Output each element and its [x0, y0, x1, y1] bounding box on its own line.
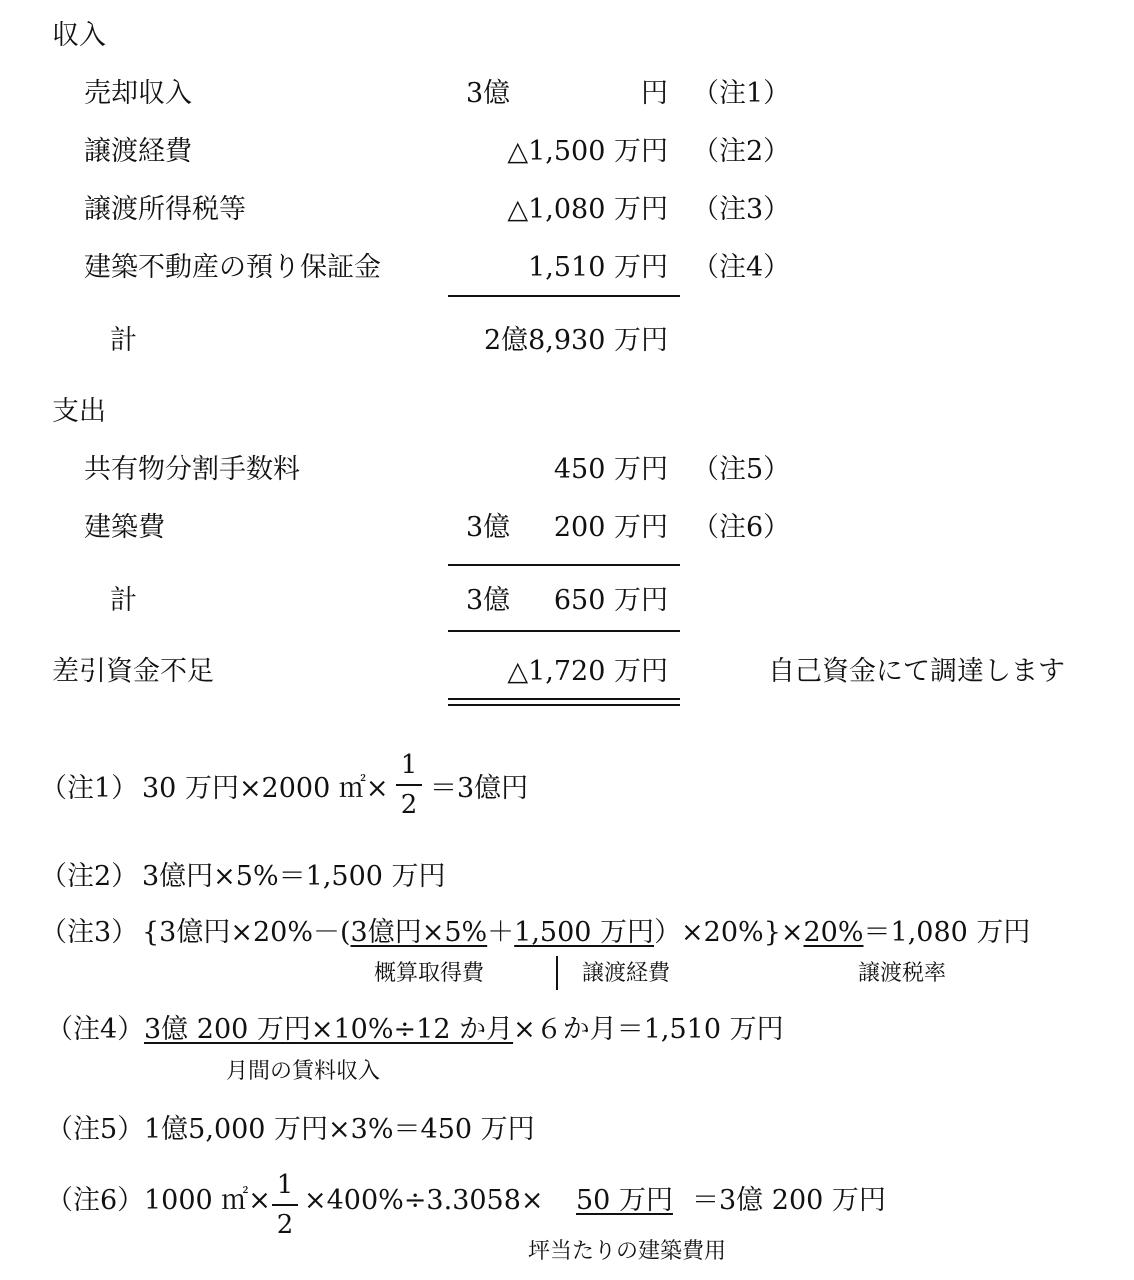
note4-formula	[144, 1016, 784, 1043]
expense-total-label: 計	[110, 585, 137, 616]
note3-label-acquisition: 概算取得費	[374, 961, 485, 986]
note3-part4: ＝1,080 万円	[863, 917, 1031, 948]
balance-comment: 自己資金にて調達します	[768, 656, 1065, 687]
balance-double-rule-top	[448, 698, 680, 700]
note3-underlined-taxrate: 20%	[803, 917, 864, 948]
income-row-sale-label: 売却収入	[84, 78, 192, 109]
note1-fraction-den: 2	[400, 790, 418, 820]
expense-heading: 支出	[52, 396, 106, 427]
income-row-expense-label: 譲渡経費	[84, 136, 192, 167]
note1-fraction-num: 1	[400, 750, 418, 780]
note4-part1: ×６か月＝1,510 万円	[513, 1014, 784, 1045]
note4-tag: （注4）	[46, 1014, 145, 1045]
expense-total-amount-man: 650 万円	[553, 585, 668, 616]
balance-label: 差引資金不足	[52, 656, 214, 687]
note1-formula-post: ＝3億円	[430, 773, 529, 804]
note1-fraction-bar	[396, 784, 422, 786]
note3-label-expense: 譲渡経費	[582, 961, 671, 986]
expense-row-fee-label: 共有物分割手数料	[84, 454, 300, 485]
note6-tag: （注6）	[46, 1185, 145, 1216]
note5-formula: 1億5,000 万円×3%＝450 万円	[144, 1114, 535, 1145]
expense-row-build-label: 建築費	[84, 512, 165, 543]
income-row-expense-note: （注2）	[692, 136, 791, 167]
note3-part3: ）×20%}×	[654, 917, 804, 948]
note1-tag: （注1）	[40, 773, 139, 804]
income-total-amount: 2億8,930 万円	[483, 325, 668, 356]
income-row-deposit-label: 建築不動産の預り保証金	[84, 252, 381, 283]
note6-fraction	[272, 1172, 298, 1238]
note6-fraction-bar	[272, 1204, 298, 1206]
expense-total-rule	[448, 630, 680, 632]
income-row-expense-amount: △1,500 万円	[507, 136, 668, 167]
note3-tag: （注3）	[40, 917, 139, 948]
note1-formula-pre: 30 万円×2000 ㎡×	[142, 773, 389, 804]
note2-tag: （注2）	[40, 861, 139, 892]
income-subtotal-rule	[448, 295, 680, 297]
balance-double-rule-bottom	[448, 704, 680, 706]
note6-formula-post: ＝3億 200 万円	[692, 1185, 886, 1216]
expense-row-build-amount-oku: 3億	[466, 512, 511, 543]
note6-fraction-den: 2	[276, 1210, 294, 1240]
note6-label-unitcost: 坪当たりの建築費用	[528, 1239, 727, 1264]
income-row-tax-amount: △1,080 万円	[507, 194, 668, 225]
note4-underlined-rent: 3億 200 万円×10%÷12 か月	[144, 1014, 514, 1045]
income-total-label: 計	[110, 325, 137, 356]
expense-row-build-amount-man: 200 万円	[553, 512, 668, 543]
note2-formula: 3億円×5%＝1,500 万円	[142, 861, 446, 892]
expense-row-fee-amount: 450 万円	[553, 454, 668, 485]
note6-formula-pre: 1000 ㎡×	[144, 1185, 271, 1216]
income-row-deposit-note: （注4）	[692, 252, 791, 283]
note3-label-taxrate: 譲渡税率	[858, 961, 947, 986]
note3-separator	[556, 956, 558, 990]
expense-row-fee-note: （注5）	[692, 454, 791, 485]
income-row-sale-amount-oku: 3億	[466, 78, 511, 109]
note3-underlined-acquisition: 3億円×5%	[350, 917, 488, 948]
income-row-sale-amount-yen: 円	[641, 78, 668, 109]
balance-amount: △1,720 万円	[507, 656, 668, 687]
income-row-tax-label: 譲渡所得税等	[84, 194, 246, 225]
note3-part1: {3億円×20%－(	[142, 917, 351, 948]
income-row-deposit-amount: 1,510 万円	[528, 252, 668, 283]
note6-fraction-num: 1	[276, 1170, 294, 1200]
note6-underlined-unitcost: 50 万円	[576, 1185, 673, 1216]
note3-part2: ＋	[487, 917, 515, 948]
income-heading: 収入	[52, 20, 106, 51]
expense-total-amount-oku: 3億	[466, 585, 511, 616]
note6-formula-mid: ×400%÷3.3058×	[304, 1185, 544, 1216]
income-row-tax-note: （注3）	[692, 194, 791, 225]
note5-tag: （注5）	[46, 1114, 145, 1145]
note3-underlined-expense: 1,500 万円	[514, 917, 655, 948]
note4-label-rent: 月間の賃料収入	[226, 1059, 381, 1084]
income-row-sale-note: （注1）	[692, 78, 791, 109]
expense-row-build-note: （注6）	[692, 512, 791, 543]
note3-formula	[142, 919, 1030, 946]
note1-fraction	[396, 752, 422, 818]
expense-subtotal-rule	[448, 564, 680, 566]
